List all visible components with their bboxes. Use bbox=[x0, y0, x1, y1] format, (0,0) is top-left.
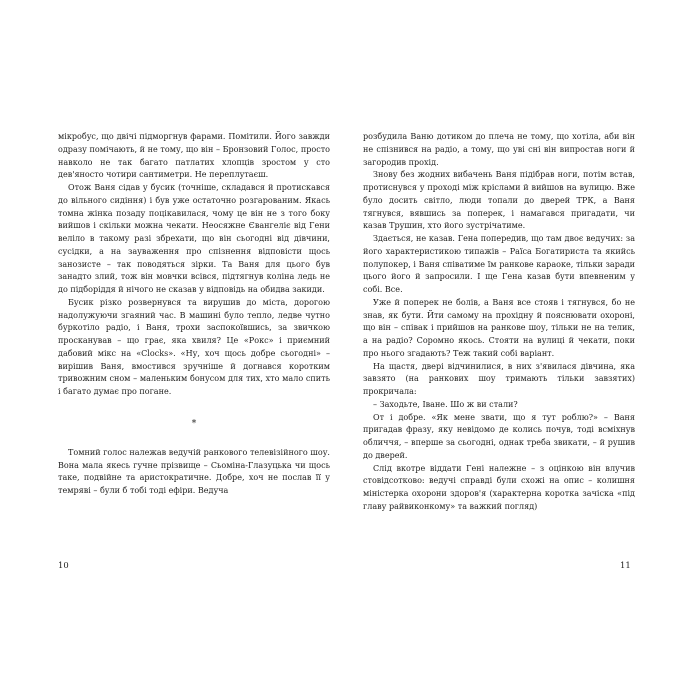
left-page bbox=[58, 131, 330, 498]
page-number-left: 10 bbox=[58, 560, 69, 570]
paragraph: Уже й поперек не болів, а Ваня все стояв і тягнувся, бо не знав, як бути. Йти самому на прохідну й пояснювати охороні, що він – співак і прийшов на ранкове шоу, тільки не на телик, а на радіо? Соромно якось. Стояти на вулиці й чекати, поки про нього згадають? Теж такий собі варіант. bbox=[363, 297, 635, 358]
paragraph: Слід вкотре віддати Гені належне – з оцінкою він влучив стовідсотково: ведучі справді були схожі на опис – колишня міністерка охорони здоров'я (характерна коротка зачіска «під главу райвиконкому» та важкий погляд) bbox=[363, 463, 635, 511]
paragraph: Отож Ваня сідав у бусик (точніше, складався й протискався до вільного сидіння) і був уже остаточно розгарованим. Якась томна жінка позаду поцікавилася, чому це він не з того боку вийшов і скільки можна чекати. Неосяжне Євангеліє від Гени веліло в такому разі збрехати, що він сьогодні від дівчини, сусідки, а на зауваження про спізнення відповісти щось занозисте – так поводяться зірки. Та Ваня для цього був занадто злий, тож він мовчки всівся, підтягнув коліна ледь не до підборіддя й нічого не сказав у відповідь на обидва закиди. bbox=[58, 183, 330, 294]
paragraph: мікробус, що двічі підморгнув фарами. Помітили. Його завжди одразу помічають, й не тому, що він – Бронзовий Голос, просто навколо не так багато патлатих хлопців зростом у сто дев'яносто чотири сантиметри. Не переплутаєш. bbox=[58, 132, 330, 180]
paragraph: Знову без жодних вибачень Ваня підібрав ноги, потім встав, протиснувся у проході між кріслами й вийшов на вулицю. Вже було досить світло, люди топали до дверей ТРК, а Ваня тягнувся, вявшись за поперек, і намагався пригадати, чи казав Трушин, хто його зустрічатиме. bbox=[363, 170, 635, 231]
section-separator: * bbox=[191, 418, 197, 429]
paragraph: розбудила Ваню дотиком до плеча не тому, що хотіла, аби він не спізнився на радіо, а тому, що уві сні він випростав ноги й загородив прохід. bbox=[363, 132, 635, 167]
paragraph: На щастя, двері відчинилися, в них з'явилася дівчина, яка завзято (на ранкових шоу тримають тільки завзятих) прокричала: bbox=[363, 361, 635, 396]
paragraph: От і добре. «Як мене звати, що я тут роблю?» – Ваня пригадав фразу, яку невідомо де колись почув, тоді всміхнув обличчя, – вперше за сьогодні, однак треба звикати, – й рушив до дверей. bbox=[363, 412, 635, 460]
page-number-right: 11 bbox=[620, 560, 631, 570]
dialogue-line: – Заходьте, Іване. Шо ж ви стали? bbox=[373, 399, 518, 409]
right-page bbox=[363, 131, 635, 514]
paragraph: Томний голос належав ведучій ранкового телевізійного шоу. Вона мала якесь гучне прізвище – Сьоміна-Глазуцька чи щось таке, подвійне та аристократичне. Добре, хоч не послав її у темряві – були б тобі тоді ефіри. Ведуча bbox=[58, 447, 330, 495]
paragraph: Здається, не казав. Гена попередив, що там двоє ведучих: за його характеристикою типажів – Раїса Богатириста та якийсь полупокер, і Ваня співатиме їм ранкове караоке, тільки заради цього його й запросили. І ще Гена казав бути впевненим у собі. Все. bbox=[363, 234, 635, 294]
paragraph: Бусик різко розвернувся та вирушив до міста, дорогою надолужуючи згаяний час. В машині було тепло, ледве чутно буркотіло радіо, і Ваня, трохи заспокоївшись, за звичкою просканував – що грає, яка хвиля? Це «Рокс» і приємний дабовий мікс на «Clocks». «Ну, хоч щось добре сьогодні» – вирішив Ваня, вмостився зручніше й догнався коротким тривожним сном – маленьким бонусом для тих, хто мало спить і багато думає про погане. bbox=[58, 297, 330, 396]
